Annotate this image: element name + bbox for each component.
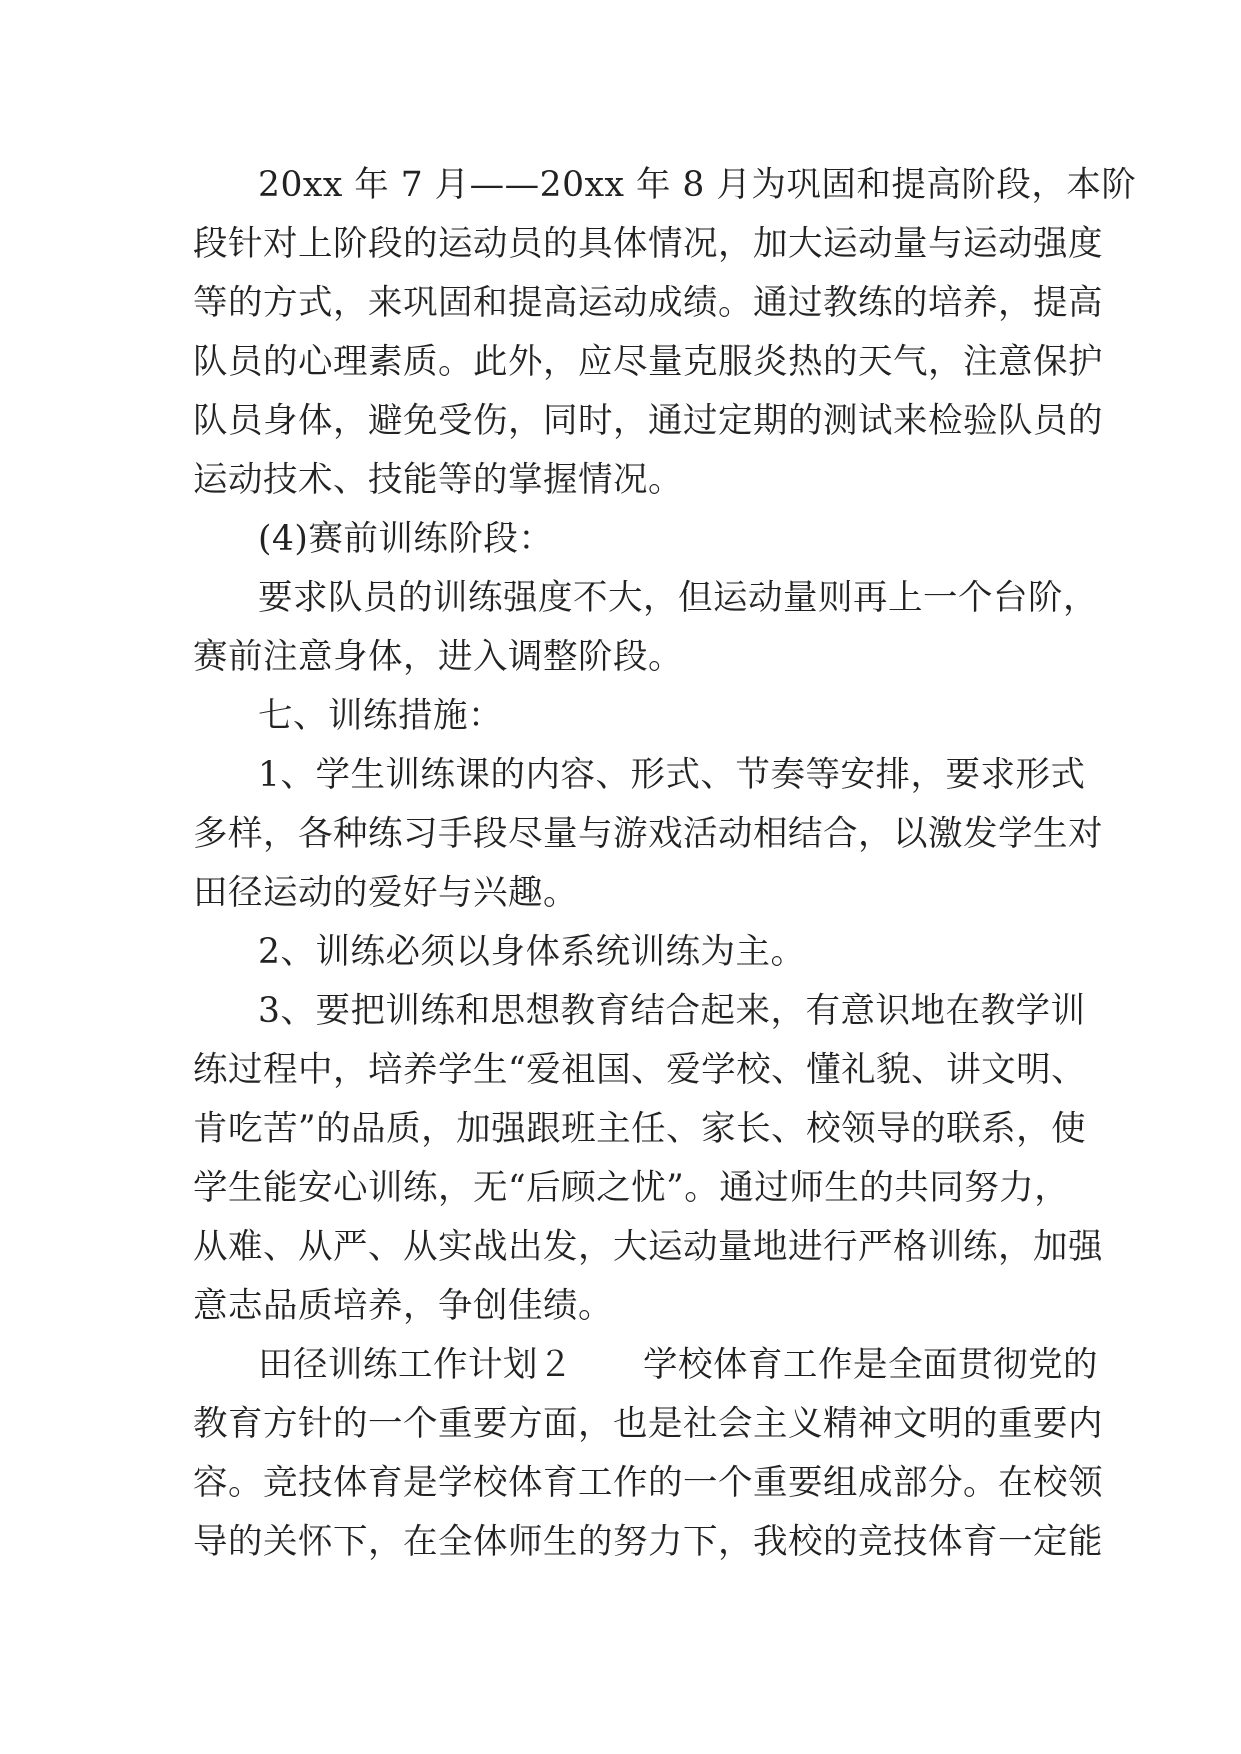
- list-item-line: 意志品质培养，争创佳绩。: [193, 1286, 613, 1326]
- paragraph-line: 教育方针的一个重要方面，也是社会主义精神文明的重要内: [193, 1404, 1103, 1444]
- paragraph-line: 等的方式，来巩固和提高运动成绩。通过教练的培养，提高: [193, 283, 1103, 323]
- list-item-line: 1、学生训练课的内容、形式、节奏等安排，要求形式: [258, 755, 1086, 795]
- list-item-line: 练过程中，培养学生“爱祖国、爱学校、懂礼貌、讲文明、: [193, 1050, 1087, 1090]
- list-item-line: 2、训练必须以身体系统训练为主。: [258, 932, 806, 972]
- paragraph-line: 20xx 年 7 月——20xx 年 8 月为巩固和提高阶段，本阶: [258, 165, 1137, 205]
- paragraph-line: 赛前注意身体，进入调整阶段。: [193, 637, 683, 677]
- list-item-line: 3、要把训练和思想教育结合起来，有意识地在教学训: [258, 991, 1086, 1031]
- section-heading: 七、训练措施：: [258, 696, 503, 736]
- paragraph-line: 导的关怀下，在全体师生的努力下，我校的竞技体育一定能: [193, 1522, 1103, 1562]
- list-item-line: 多样，各种练习手段尽量与游戏活动相结合，以激发学生对: [193, 814, 1103, 854]
- list-item-line: 学生能安心训练，无“后顾之忧”。通过师生的共同努力，: [193, 1168, 1070, 1208]
- paragraph-line: 段针对上阶段的运动员的具体情况，加大运动量与运动强度: [193, 224, 1103, 264]
- list-item-line: 从难、从严、从实战出发，大运动量地进行严格训练，加强: [193, 1227, 1103, 1267]
- paragraph-line: 队员身体，避免受伤，同时，通过定期的测试来检验队员的: [193, 401, 1103, 441]
- paragraph-line: 队员的心理素质。此外，应尽量克服炎热的天气，注意保护: [193, 342, 1103, 382]
- paragraph-line: 田径训练工作计划２ 学校体育工作是全面贯彻党的: [258, 1345, 1098, 1385]
- paragraph-line: 容。竞技体育是学校体育工作的一个重要组成部分。在校领: [193, 1463, 1103, 1503]
- list-item-line: 肯吃苦”的品质，加强跟班主任、家长、校领导的联系，使: [193, 1109, 1087, 1149]
- list-item-line: 田径运动的爱好与兴趣。: [193, 873, 578, 913]
- paragraph-line: 运动技术、技能等的掌握情况。: [193, 460, 683, 500]
- section-heading: (4)赛前训练阶段：: [258, 519, 554, 559]
- paragraph-line: 要求队员的训练强度不大，但运动量则再上一个台阶，: [258, 578, 1098, 618]
